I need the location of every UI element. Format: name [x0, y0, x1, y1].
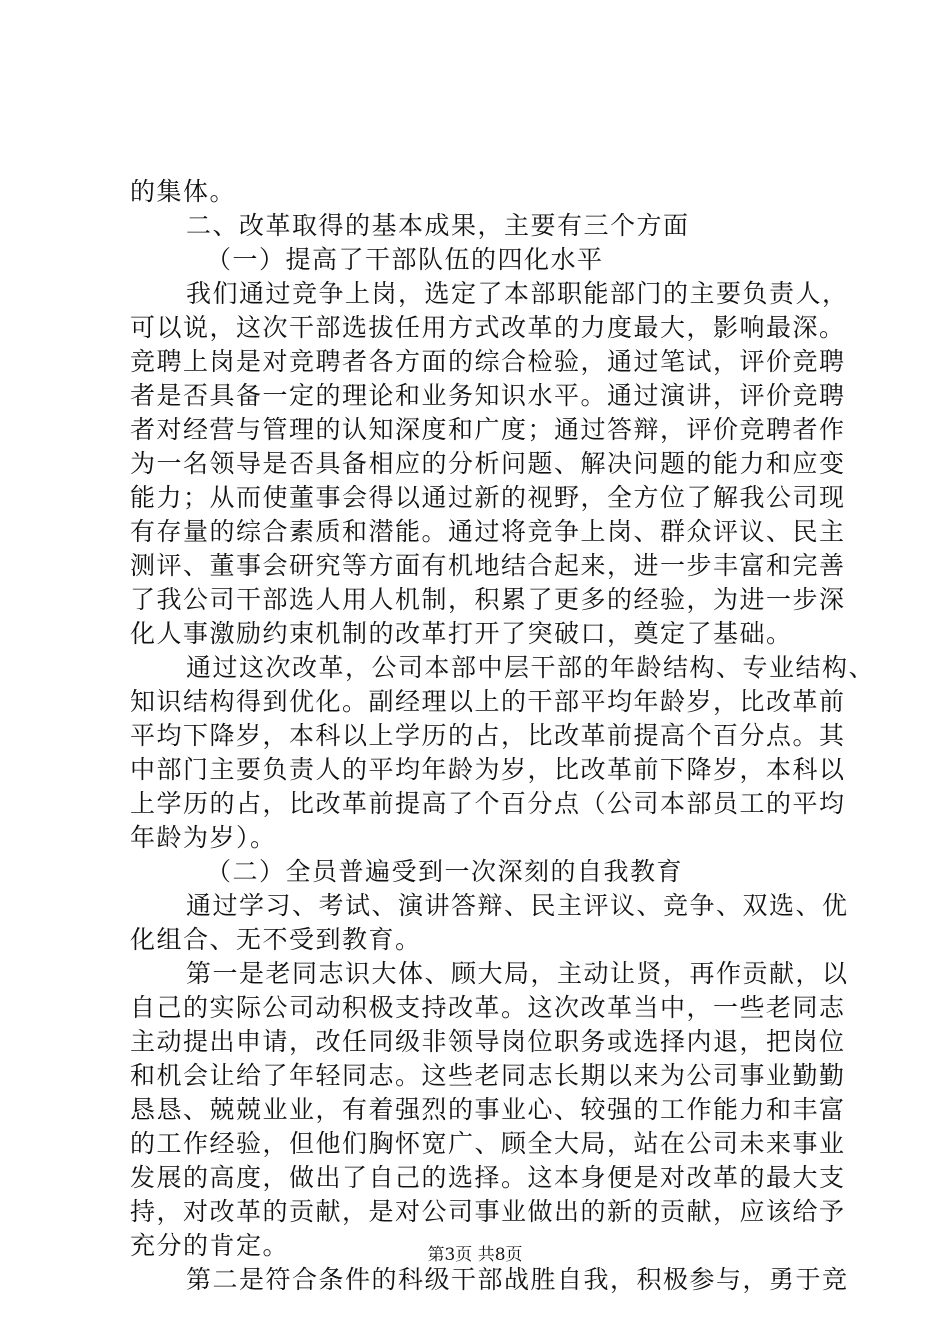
text-line: 持，对改革的贡献，是对公司事业做出的新的贡献，应该给予 [130, 1197, 846, 1226]
text-line: 充分的肯定。 [130, 1231, 290, 1260]
text-line: 平均下降岁，本科以上学历的占，比改革前提高个百分点。其 [130, 721, 846, 750]
text-line: 发展的高度，做出了自己的选择。这本身便是对改革的最大支 [130, 1163, 846, 1192]
text-line: 我们通过竞争上岗，选定了本部职能部门的主要负责人， [186, 279, 849, 308]
text-line: 上学历的占，比改革前提高了个百分点（公司本部员工的平均 [130, 789, 846, 818]
text-line: 通过学习、考试、演讲答辩、民主评议、竞争、双选、优 [186, 891, 849, 920]
text-line: 化组合、无不受到教育。 [130, 925, 422, 954]
text-line: 测评、董事会研究等方面有机地结合起来，进一步丰富和完善 [130, 551, 846, 580]
text-line: 自己的实际公司动积极支持改革。这次改革当中，一些老同志 [130, 993, 846, 1022]
text-line: 和机会让给了年轻同志。这些老同志长期以来为公司事业勤勤 [130, 1061, 846, 1090]
text-line: 知识结构得到优化。副经理以上的干部平均年龄岁，比改革前 [130, 687, 846, 716]
text-line: 化人事激励约束机制的改革打开了突破口，奠定了基础。 [130, 619, 793, 648]
text-line: 年龄为岁）。 [130, 823, 277, 852]
text-line: 通过这次改革，公司本部中层干部的年龄结构、专业结构、 [186, 653, 876, 682]
text-line: 主动提出申请，改任同级非领导岗位职务或选择内退，把岗位 [130, 1027, 846, 1056]
text-line: 第一是老同志识大体、顾大局，主动让贤，再作贡献，以 [186, 959, 849, 988]
text-line: 二、改革取得的基本成果，主要有三个方面 [186, 211, 690, 240]
text-line: 有存量的综合素质和潜能。通过将竞争上岗、群众评议、民主 [130, 517, 846, 546]
text-line: 者对经营与管理的认知深度和广度；通过答辩，评价竞聘者作 [130, 415, 846, 444]
text-line: 的工作经验，但他们胸怀宽广、顾全大局，站在公司未来事业 [130, 1129, 846, 1158]
text-line: （二）全员普遍受到一次深刻的自我教育 [206, 857, 684, 886]
page-footer: 第3页 共8页 [427, 1245, 523, 1265]
text-line: 中部门主要负责人的平均年龄为岁，比改革前下降岁，本科以 [130, 755, 846, 784]
text-line: 者是否具备一定的理论和业务知识水平。通过演讲，评价竞聘 [130, 381, 846, 410]
text-line: 能力；从而使董事会得以通过新的视野，全方位了解我公司现 [130, 483, 846, 512]
text-line: 了我公司干部选人用人机制，积累了更多的经验，为进一步深 [130, 585, 846, 614]
text-line: 可以说，这次干部选拔任用方式改革的力度最大，影响最深。 [130, 313, 846, 342]
text-line: 第二是符合条件的科级干部战胜自我，积极参与，勇于竞 [186, 1265, 849, 1294]
text-line: 为一名领导是否具备相应的分析问题、解决问题的能力和应变 [130, 449, 846, 478]
text-line: 竞聘上岗是对竞聘者各方面的综合检验，通过笔试，评价竞聘 [130, 347, 846, 376]
text-line: 恳恳、兢兢业业，有着强烈的事业心、较强的工作能力和丰富 [130, 1095, 846, 1124]
text-line: （一）提高了干部队伍的四化水平 [206, 245, 604, 274]
text-line: 的集体。 [130, 177, 237, 206]
